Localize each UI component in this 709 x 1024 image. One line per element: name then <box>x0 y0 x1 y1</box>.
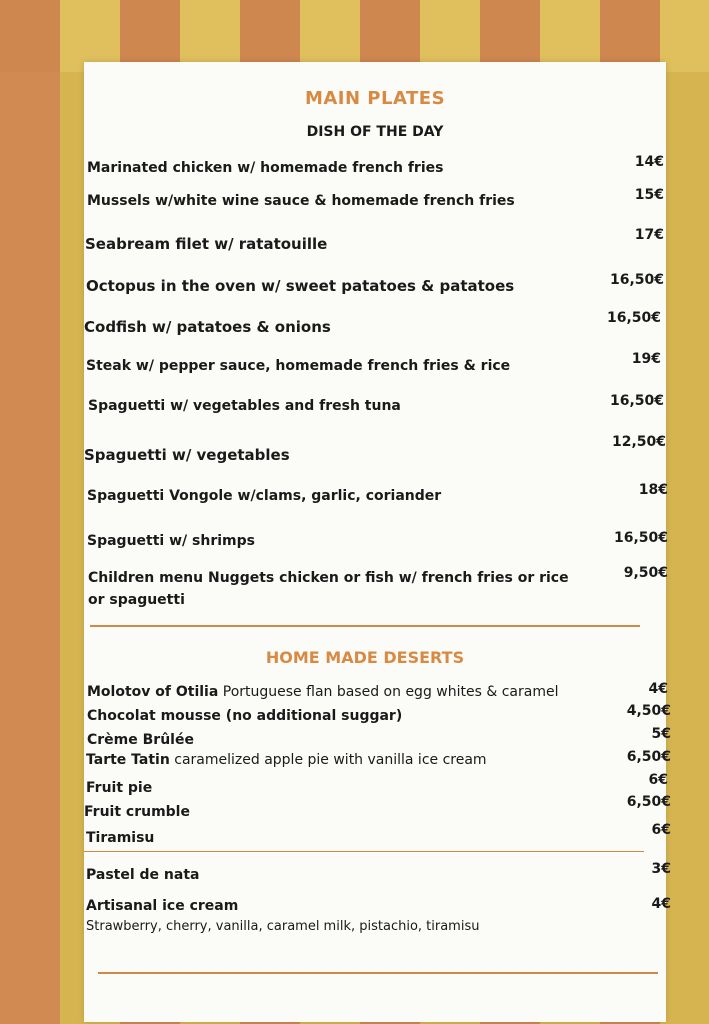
dessert-name: Tiramisu <box>86 830 155 846</box>
main-item-name: Codfish w/ patatoes & onions <box>84 318 331 336</box>
main-item-name: Spaguetti w/ vegetables and fresh tuna <box>88 398 401 414</box>
dessert-price: 4,50€ <box>626 703 671 719</box>
dessert-name: Tarte Tatin <box>86 752 170 768</box>
extra-item-price: 3€ <box>651 861 671 877</box>
dessert-description: caramelized apple pie with vanilla ice cream <box>169 752 487 768</box>
main-item-price: 15€ <box>634 187 664 203</box>
extra-item-description: Strawberry, cherry, vanilla, caramel milk, pistachio, tiramisu <box>86 919 480 934</box>
dessert-price: 6,50€ <box>626 794 671 810</box>
main-item-name: Steak w/ pepper sauce, homemade french fries & rice <box>86 358 511 374</box>
extra-item-name: Pastel de nata <box>86 867 200 883</box>
main-item-name: Marinated chicken w/ homemade french fries <box>87 160 444 176</box>
main-plates-title: MAIN PLATES <box>304 88 446 109</box>
main-item-price: 16,50€ <box>613 530 668 546</box>
main-item-price: 16,50€ <box>609 272 664 288</box>
main-item-name: Children menu Nuggets chicken or fish w/ french fries or rice or spaguetti <box>88 570 569 608</box>
main-item-price: 14€ <box>634 154 664 170</box>
main-item-price: 17€ <box>634 227 664 243</box>
dessert-name: Fruit crumble <box>84 804 190 820</box>
divider <box>90 625 640 627</box>
main-item-price: 9,50€ <box>623 565 668 581</box>
dish-of-the-day-subtitle: DISH OF THE DAY <box>306 124 444 140</box>
main-item-price: 16,50€ <box>606 310 661 326</box>
main-item-price: 16,50€ <box>609 393 664 409</box>
dessert-name: Crème Brûlée <box>87 732 194 748</box>
dessert-item <box>86 752 487 768</box>
dessert-name: Chocolat mousse (no additional suggar) <box>87 708 403 724</box>
main-item-price: 18€ <box>638 482 668 498</box>
divider <box>84 851 644 852</box>
dessert-name: Molotov of Otilia <box>87 684 219 700</box>
menu-card <box>84 62 671 1022</box>
main-item-name: Spaguetti w/ vegetables <box>84 446 290 464</box>
main-item-price: 19€ <box>631 351 661 367</box>
dessert-price: 6,50€ <box>626 749 671 765</box>
main-item-name: Seabream filet w/ ratatouille <box>85 235 328 253</box>
dessert-description: Portuguese flan based on egg whites & caramel <box>218 684 559 700</box>
dessert-item <box>87 684 558 700</box>
divider <box>98 972 658 974</box>
dessert-price: 6€ <box>648 772 668 788</box>
dessert-price: 5€ <box>651 726 671 742</box>
dessert-name: Fruit pie <box>86 780 153 796</box>
desserts-title: HOME MADE DESERTS <box>265 648 465 667</box>
main-item-price: 12,50€ <box>611 434 666 450</box>
main-item-name: Octopus in the oven w/ sweet patatoes & patatoes <box>86 277 515 295</box>
main-item-name: Spaguetti w/ shrimps <box>87 533 255 549</box>
dessert-price: 6€ <box>651 822 671 838</box>
extra-item-price: 4€ <box>651 896 671 912</box>
extra-item-name: Artisanal ice cream <box>86 898 239 914</box>
main-item-name: Mussels w/white wine sauce & homemade french fries <box>87 193 515 209</box>
dessert-price: 4€ <box>648 681 668 697</box>
main-item-name: Spaguetti Vongole w/clams, garlic, coriander <box>87 488 442 504</box>
